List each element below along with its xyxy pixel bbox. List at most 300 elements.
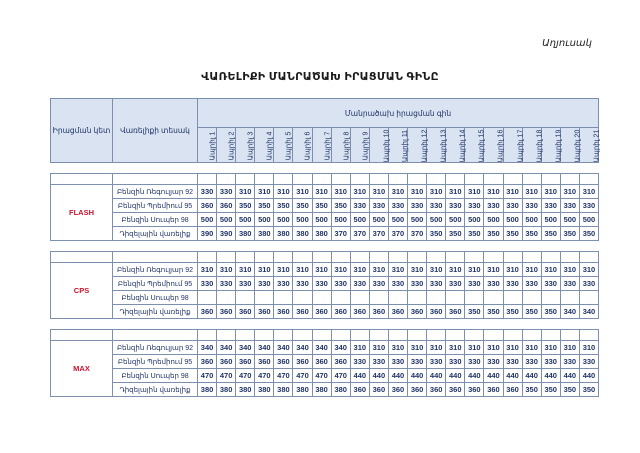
day-header-label: Ապրիլ 10	[383, 129, 391, 162]
price-cell: 370	[350, 227, 369, 241]
price-cell: 330	[427, 199, 446, 213]
price-cell: 330	[217, 185, 236, 199]
price-cell: 310	[484, 185, 503, 199]
price-cell: 360	[217, 355, 236, 369]
day-header-label: Ապրիլ 2	[228, 131, 236, 160]
price-cell: 330	[369, 199, 388, 213]
fuel-type-cell: Բենզին Պրեմիում 95	[113, 355, 198, 369]
price-cell: 330	[312, 277, 331, 291]
price-cell: 310	[503, 263, 522, 277]
price-cell: 330	[255, 277, 274, 291]
day-header	[274, 128, 293, 163]
price-cell: 360	[293, 355, 312, 369]
fuel-type-cell: Բենզին Ռեգուլյար 92	[113, 263, 198, 277]
price-cell: 360	[503, 383, 522, 397]
day-header-label: Ապրիլ 5	[285, 131, 293, 160]
price-cell: 440	[503, 369, 522, 383]
price-cell: 380	[293, 383, 312, 397]
price-cell: 500	[274, 213, 293, 227]
price-cell: 470	[236, 369, 255, 383]
price-cell: 310	[293, 185, 312, 199]
price-cell: 330	[198, 277, 217, 291]
price-cell: 330	[579, 277, 598, 291]
table-row	[51, 369, 599, 383]
day-header	[236, 128, 255, 163]
price-cell: 310	[350, 263, 369, 277]
price-cell: 350	[579, 227, 598, 241]
price-cell	[427, 291, 446, 305]
fuel-type-column-header: Վառելիքի տեսակ	[113, 99, 198, 163]
price-cell: 500	[350, 213, 369, 227]
price-cell: 310	[541, 263, 560, 277]
price-cell: 350	[331, 199, 350, 213]
day-header	[484, 128, 503, 163]
price-cell: 470	[198, 369, 217, 383]
price-cell	[236, 291, 255, 305]
price-cell: 360	[446, 383, 465, 397]
price-cell: 340	[236, 341, 255, 355]
price-cell: 360	[369, 305, 388, 319]
price-cell: 500	[331, 213, 350, 227]
station-name: MAX	[51, 341, 113, 397]
day-header-label: Ապրիլ 16	[497, 129, 505, 162]
price-cell: 310	[312, 263, 331, 277]
price-cell: 380	[255, 227, 274, 241]
empty-row	[51, 174, 599, 185]
price-cell: 500	[427, 213, 446, 227]
price-cell: 350	[503, 305, 522, 319]
price-cell: 330	[503, 277, 522, 291]
price-cell: 310	[484, 341, 503, 355]
price-cell: 390	[217, 227, 236, 241]
day-header-label: Ապրիլ 3	[247, 131, 255, 160]
day-header	[293, 128, 312, 163]
day-header-label: Ապրիլ 13	[440, 129, 448, 162]
price-cell: 350	[541, 305, 560, 319]
price-cell: 330	[446, 277, 465, 291]
price-cell: 340	[255, 341, 274, 355]
price-cell: 360	[427, 383, 446, 397]
price-cell: 440	[446, 369, 465, 383]
price-cell: 380	[217, 383, 236, 397]
price-cell: 310	[198, 263, 217, 277]
table-row	[51, 227, 599, 241]
price-cell: 350	[446, 227, 465, 241]
price-cell: 330	[522, 199, 541, 213]
price-cell: 350	[522, 305, 541, 319]
price-cell: 440	[427, 369, 446, 383]
price-cell: 340	[331, 341, 350, 355]
price-cell: 310	[274, 185, 293, 199]
price-cell	[388, 291, 407, 305]
fuel-type-cell: Բենզին Պրեմիում 95	[113, 277, 198, 291]
price-cell: 350	[522, 383, 541, 397]
price-cell	[369, 291, 388, 305]
day-header-label: Ապրիլ 19	[555, 129, 563, 162]
price-cell: 380	[274, 383, 293, 397]
price-cell: 470	[331, 369, 350, 383]
price-cell: 440	[388, 369, 407, 383]
price-cell	[465, 291, 484, 305]
price-cell: 330	[274, 277, 293, 291]
price-cell: 330	[522, 277, 541, 291]
price-cell: 440	[369, 369, 388, 383]
price-cell: 380	[312, 227, 331, 241]
price-cell: 310	[484, 263, 503, 277]
price-cell: 350	[236, 199, 255, 213]
day-header-label: Ապրիլ 21	[593, 129, 601, 162]
price-cell: 360	[312, 305, 331, 319]
price-cell: 310	[293, 263, 312, 277]
price-cell: 310	[369, 263, 388, 277]
price-cell	[541, 291, 560, 305]
day-header-label: Ապրիլ 8	[343, 131, 351, 160]
price-cell: 330	[369, 355, 388, 369]
price-cell: 440	[560, 369, 579, 383]
price-cell: 330	[522, 355, 541, 369]
price-cell	[522, 291, 541, 305]
price-cell: 360	[388, 305, 407, 319]
price-cell: 310	[503, 185, 522, 199]
day-header-label: Ապրիլ 4	[266, 131, 274, 160]
price-cell: 340	[274, 341, 293, 355]
price-cell	[560, 291, 579, 305]
day-header	[427, 128, 446, 163]
price-cell: 470	[255, 369, 274, 383]
price-cell: 340	[312, 341, 331, 355]
station-name: FLASH	[51, 185, 113, 241]
price-cell: 500	[293, 213, 312, 227]
price-cell: 350	[503, 227, 522, 241]
price-cell: 330	[465, 277, 484, 291]
price-cell	[217, 291, 236, 305]
day-header-label: Ապրիլ 12	[421, 129, 429, 162]
price-cell: 340	[293, 341, 312, 355]
price-cell: 310	[255, 185, 274, 199]
price-cell: 380	[312, 383, 331, 397]
price-cell: 500	[484, 213, 503, 227]
price-cell: 310	[369, 341, 388, 355]
price-cell: 310	[522, 341, 541, 355]
price-cell: 310	[331, 185, 350, 199]
price-cell: 440	[522, 369, 541, 383]
price-cell: 440	[350, 369, 369, 383]
price-cell: 330	[503, 355, 522, 369]
day-header-label: Ապրիլ 9	[362, 131, 370, 160]
price-cell: 330	[236, 277, 255, 291]
price-cell: 350	[427, 227, 446, 241]
price-cell: 330	[484, 277, 503, 291]
price-cell: 380	[331, 383, 350, 397]
price-cell: 340	[198, 341, 217, 355]
price-cell: 330	[541, 199, 560, 213]
price-cell: 500	[236, 213, 255, 227]
price-cell: 310	[408, 263, 427, 277]
price-cell: 440	[579, 369, 598, 383]
price-cell: 350	[579, 383, 598, 397]
price-cell: 500	[579, 213, 598, 227]
day-header	[255, 128, 274, 163]
price-cell: 360	[427, 305, 446, 319]
price-cell: 310	[312, 185, 331, 199]
day-header-label: Ապրիլ 11	[402, 129, 410, 162]
price-cell: 350	[522, 227, 541, 241]
price-cell: 470	[274, 369, 293, 383]
price-cell: 350	[465, 305, 484, 319]
price-cell: 330	[388, 355, 407, 369]
price-cell: 310	[465, 341, 484, 355]
page-title: ՎԱՌԵԼԻՔԻ ՄԱՆՐԱԾԱԽ ԻՐԱՑՄԱՆ ԳԻՆԸ	[201, 71, 439, 83]
price-cell: 330	[350, 277, 369, 291]
price-cell: 440	[541, 369, 560, 383]
price-cell: 310	[579, 341, 598, 355]
price-cell: 310	[465, 263, 484, 277]
day-header	[446, 128, 465, 163]
table-row	[51, 291, 599, 305]
day-header	[465, 128, 484, 163]
price-cell: 310	[350, 185, 369, 199]
day-header-label: Ապրիլ 17	[516, 129, 524, 162]
price-cell: 310	[541, 341, 560, 355]
price-cell: 350	[465, 227, 484, 241]
price-cell: 310	[446, 341, 465, 355]
price-cell	[446, 291, 465, 305]
price-cell: 380	[236, 227, 255, 241]
price-cell: 500	[312, 213, 331, 227]
price-cell: 380	[255, 383, 274, 397]
price-cell: 330	[560, 199, 579, 213]
price-cell	[293, 291, 312, 305]
price-cell: 310	[236, 263, 255, 277]
price-cell: 360	[217, 305, 236, 319]
fuel-price-table	[50, 98, 599, 397]
price-cell: 330	[541, 355, 560, 369]
fuel-type-cell: Բենզին Սուպեր 98	[113, 291, 198, 305]
price-cell: 360	[350, 305, 369, 319]
price-cell: 360	[465, 383, 484, 397]
price-cell: 310	[560, 263, 579, 277]
price-cell: 390	[198, 227, 217, 241]
price-cell: 340	[579, 305, 598, 319]
price-cell: 360	[255, 305, 274, 319]
price-cell: 310	[408, 185, 427, 199]
price-cell: 360	[388, 383, 407, 397]
price-cell: 310	[446, 263, 465, 277]
price-cell: 360	[236, 305, 255, 319]
table-row	[51, 305, 599, 319]
price-cell: 500	[388, 213, 407, 227]
price-cell: 330	[560, 355, 579, 369]
price-cell: 310	[579, 263, 598, 277]
price-cell: 330	[369, 277, 388, 291]
table-row	[51, 199, 599, 213]
price-cell: 330	[484, 199, 503, 213]
price-cell: 310	[560, 341, 579, 355]
day-header	[217, 128, 236, 163]
price-cell: 310	[522, 263, 541, 277]
table-row	[51, 213, 599, 227]
price-cell	[350, 291, 369, 305]
price-cell	[408, 291, 427, 305]
fuel-type-cell: Բենզին Սուպեր 98	[113, 213, 198, 227]
price-cell: 360	[331, 355, 350, 369]
price-cell: 360	[350, 383, 369, 397]
price-cell	[274, 291, 293, 305]
price-cell: 330	[427, 277, 446, 291]
price-cell: 360	[198, 199, 217, 213]
price-cell: 330	[293, 277, 312, 291]
day-header	[560, 128, 582, 163]
price-cell: 310	[331, 263, 350, 277]
price-cell: 330	[388, 277, 407, 291]
price-cell: 470	[217, 369, 236, 383]
price-cell: 330	[217, 277, 236, 291]
day-header	[331, 128, 350, 163]
day-header	[408, 128, 427, 163]
price-cell: 360	[255, 355, 274, 369]
price-cell: 330	[408, 199, 427, 213]
price-cell: 470	[312, 369, 331, 383]
day-header	[312, 128, 331, 163]
price-cell: 310	[579, 185, 598, 199]
price-cell: 330	[446, 355, 465, 369]
price-cell: 370	[408, 227, 427, 241]
price-cell: 330	[350, 199, 369, 213]
price-cell: 350	[312, 199, 331, 213]
price-cell: 310	[427, 263, 446, 277]
price-cell: 500	[560, 213, 579, 227]
price-cell: 360	[446, 305, 465, 319]
price-cell: 330	[465, 199, 484, 213]
price-cell: 360	[236, 355, 255, 369]
price-cell: 310	[522, 185, 541, 199]
fuel-type-cell: Բենզին Սուպեր 98	[113, 369, 198, 383]
price-cell: 500	[465, 213, 484, 227]
day-header	[541, 128, 563, 163]
day-header-label: Ապրիլ 1	[209, 131, 217, 160]
price-cell: 360	[274, 305, 293, 319]
price-cell: 310	[236, 185, 255, 199]
table-row	[51, 185, 599, 199]
price-cell: 380	[236, 383, 255, 397]
price-cell: 330	[427, 355, 446, 369]
table-row	[51, 341, 599, 355]
fuel-type-cell: Բենզին Ռեգուլյար 92	[113, 341, 198, 355]
price-cell: 360	[408, 383, 427, 397]
price-cell: 370	[369, 227, 388, 241]
price-cell: 310	[541, 185, 560, 199]
day-header	[198, 128, 217, 163]
retail-price-group-header: Մանրածախ իրացման գին	[198, 99, 599, 128]
price-cell: 310	[255, 263, 274, 277]
day-header	[388, 128, 410, 163]
day-header-label: Ապրիլ 14	[459, 129, 467, 162]
price-cell: 360	[198, 355, 217, 369]
price-cell: 330	[408, 277, 427, 291]
price-cell	[579, 291, 598, 305]
table-row	[51, 355, 599, 369]
price-cell	[312, 291, 331, 305]
price-cell: 350	[560, 227, 579, 241]
price-cell: 360	[484, 383, 503, 397]
price-cell: 360	[408, 305, 427, 319]
table-row	[51, 383, 599, 397]
price-cell: 330	[541, 277, 560, 291]
price-cell	[255, 291, 274, 305]
price-cell: 330	[503, 199, 522, 213]
price-cell	[331, 291, 350, 305]
price-cell: 500	[522, 213, 541, 227]
price-cell: 500	[503, 213, 522, 227]
price-cell: 310	[388, 263, 407, 277]
price-cell: 330	[484, 355, 503, 369]
day-header-label: Ապրիլ 7	[323, 131, 331, 160]
day-header	[503, 128, 522, 163]
day-header	[369, 128, 391, 163]
price-cell: 440	[484, 369, 503, 383]
price-cell: 330	[350, 355, 369, 369]
price-cell: 330	[331, 277, 350, 291]
day-header-label: Ապրիլ 6	[304, 131, 312, 160]
table-row	[51, 277, 599, 291]
price-cell: 350	[484, 227, 503, 241]
price-cell: 330	[579, 355, 598, 369]
day-header-label: Ապրիլ 18	[535, 129, 543, 162]
table-row	[51, 263, 599, 277]
price-cell: 350	[541, 227, 560, 241]
price-cell: 330	[446, 199, 465, 213]
fuel-type-cell: Բենզին Պրեմիում 95	[113, 199, 198, 213]
price-cell: 500	[217, 213, 236, 227]
price-cell: 500	[255, 213, 274, 227]
price-cell: 310	[274, 263, 293, 277]
price-cell: 360	[293, 305, 312, 319]
price-cell: 310	[369, 185, 388, 199]
price-cell: 500	[446, 213, 465, 227]
price-cell: 500	[198, 213, 217, 227]
price-cell: 500	[369, 213, 388, 227]
price-cell: 310	[465, 185, 484, 199]
table-corner-label: Աղյուսակ	[542, 38, 592, 49]
fuel-type-cell: Դիզելային վառելիք	[113, 227, 198, 241]
price-cell: 380	[274, 227, 293, 241]
price-cell	[503, 291, 522, 305]
price-cell: 360	[369, 383, 388, 397]
price-cell: 370	[331, 227, 350, 241]
day-header	[350, 128, 369, 163]
price-cell: 360	[274, 355, 293, 369]
price-cell: 360	[312, 355, 331, 369]
table-body	[51, 163, 599, 397]
price-cell: 330	[388, 199, 407, 213]
station-column-header: Իրացման կետ	[51, 99, 113, 163]
price-cell: 330	[560, 277, 579, 291]
price-cell: 310	[560, 185, 579, 199]
fuel-type-cell: Դիզելային վառելիք	[113, 383, 198, 397]
day-header	[579, 128, 601, 163]
price-cell: 330	[579, 199, 598, 213]
price-cell: 440	[408, 369, 427, 383]
price-cell: 330	[408, 355, 427, 369]
price-cell: 350	[274, 199, 293, 213]
day-header-label: Ապրիլ 20	[574, 129, 582, 162]
price-cell: 310	[388, 185, 407, 199]
price-cell: 310	[408, 341, 427, 355]
price-cell: 350	[560, 383, 579, 397]
price-cell: 440	[465, 369, 484, 383]
price-cell: 360	[198, 305, 217, 319]
price-cell: 360	[217, 199, 236, 213]
